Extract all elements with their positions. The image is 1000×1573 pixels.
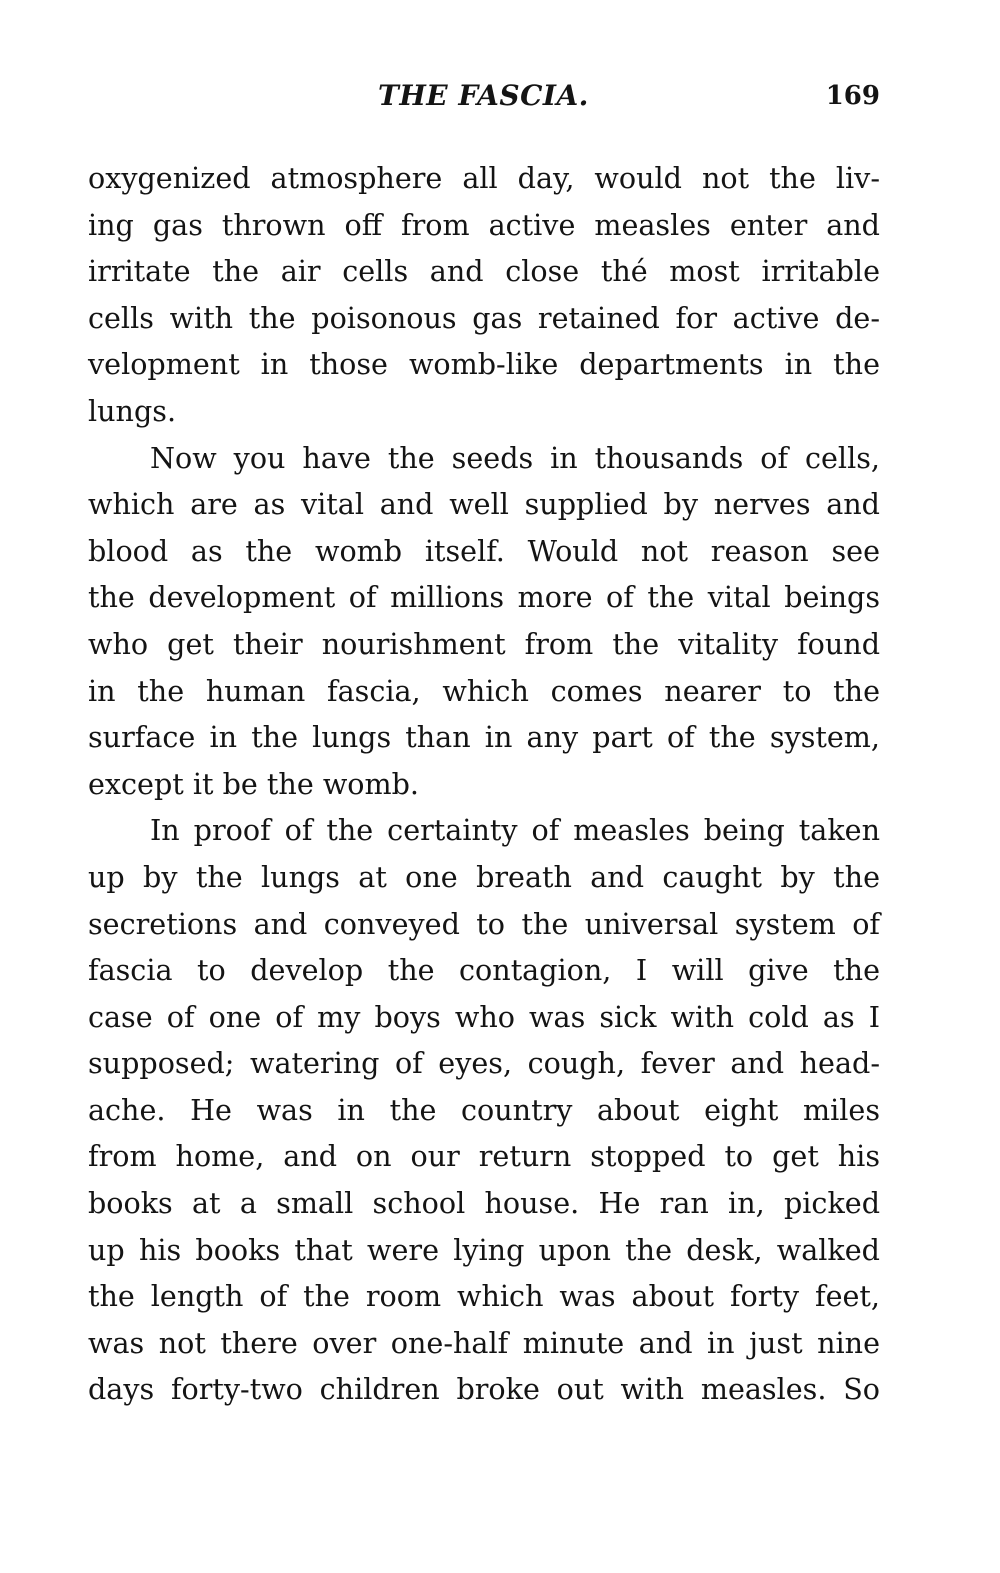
paragraph-2 xyxy=(88,435,880,808)
text-line: fascia to develop the contagion, I will give the xyxy=(88,953,880,988)
text-line: velopment in those womb-like departments in the xyxy=(88,347,880,382)
text-line: In proof of the certainty of measles being taken xyxy=(150,813,880,848)
text-line: the development of millions more of the vital beings xyxy=(88,580,880,615)
text-line: irritate the air cells and close thé most irritable xyxy=(88,254,880,289)
text-line: books at a small school house. He ran in, picked xyxy=(88,1186,880,1221)
text-line: days forty-two children broke out with measles. So xyxy=(88,1372,880,1407)
page-header xyxy=(88,74,880,118)
text-line: surface in the lungs than in any part of the system, xyxy=(88,720,880,755)
text-line: Now you have the seeds in thousands of cells, xyxy=(150,440,880,475)
paragraph-1 xyxy=(88,155,880,435)
text-line: secretions and conveyed to the universal system of xyxy=(88,906,880,941)
body-text xyxy=(88,155,880,1413)
text-line: in the human fascia, which comes nearer to the xyxy=(88,673,880,708)
text-line: supposed; watering of eyes, cough, fever and head- xyxy=(88,1046,880,1081)
text-line: who get their nourishment from the vitality found xyxy=(88,626,880,661)
text-line: blood as the womb itself. Would not reason see xyxy=(88,533,880,568)
text-line: up his books that were lying upon the desk, walked xyxy=(88,1232,880,1267)
text-line: oxygenized atmosphere all day, would not the liv- xyxy=(88,161,880,195)
text-line: except it be the womb. xyxy=(88,766,420,801)
text-line: cells with the poisonous gas retained for active de- xyxy=(88,300,880,335)
text-line: lungs. xyxy=(88,393,177,428)
text-line: case of one of my boys who was sick with cold as I xyxy=(88,999,880,1034)
text-line: which are as vital and well supplied by nerves and xyxy=(88,487,880,522)
page-number: 169 xyxy=(825,81,880,111)
text-line: was not there over one-half minute and in just nine xyxy=(88,1325,880,1360)
text-line: ache. He was in the country about eight miles xyxy=(88,1092,880,1127)
running-title: THE FASCIA. xyxy=(378,79,589,112)
text-line: ing gas thrown off from active measles enter and xyxy=(88,207,880,242)
text-line: up by the lungs at one breath and caught by the xyxy=(88,859,880,894)
paragraph-3 xyxy=(88,807,880,1413)
text-line: from home, and on our return stopped to get his xyxy=(88,1139,880,1174)
text-line: the length of the room which was about forty feet, xyxy=(88,1279,880,1314)
